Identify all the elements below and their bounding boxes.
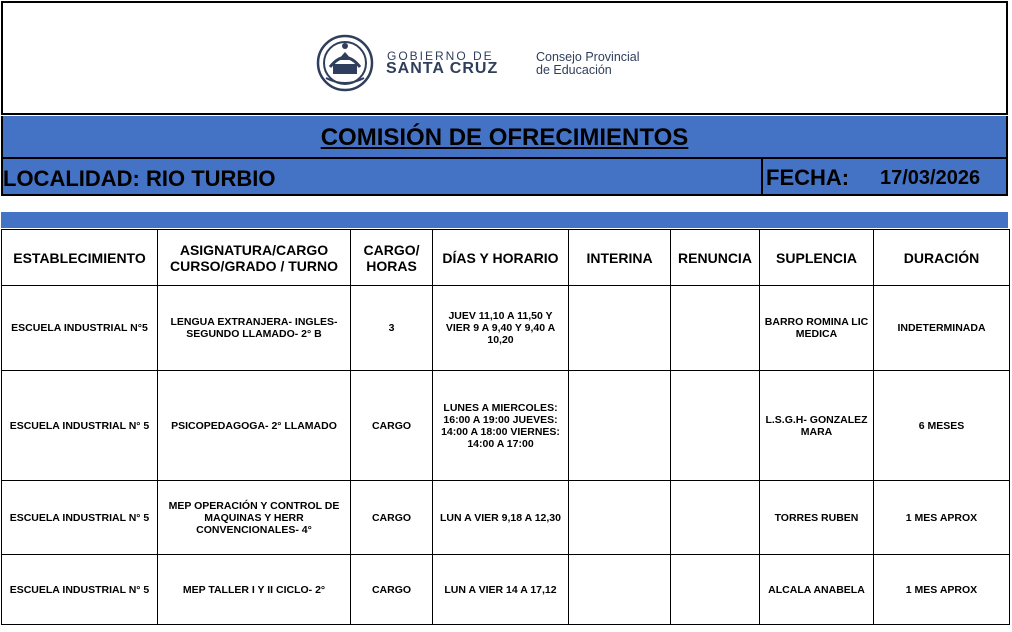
cell-renuncia [671, 371, 760, 481]
cell-dias-horario: LUNES A MIERCOLES: 16:00 A 19:00 JUEVES: 14:00 A 18:00 VIERNES: 14:00 A 17:00 [433, 371, 569, 481]
fecha-box [761, 157, 1012, 196]
consejo-provincial-text [536, 51, 640, 77]
col-header-interina: INTERINA [569, 230, 671, 286]
cell-duracion: INDETERMINADA [874, 286, 1010, 371]
cell-establecimiento: ESCUELA INDUSTRIAL N°5 [2, 286, 158, 371]
cell-cargo-horas: CARGO [351, 371, 433, 481]
consejo-line2: de Educación [536, 63, 612, 77]
cell-interina [569, 286, 671, 371]
cell-suplencia: ALCALA ANABELA [760, 555, 874, 625]
cell-duracion: 1 MES APROX [874, 555, 1010, 625]
cell-renuncia [671, 555, 760, 625]
gobierno-de-text: GOBIERNO DE [387, 49, 494, 63]
col-header-suplencia: SUPLENCIA [760, 230, 874, 286]
page-title: COMISIÓN DE OFRECIMIENTOS [320, 124, 689, 151]
title-bar [1, 116, 1008, 157]
cell-interina [569, 371, 671, 481]
cell-interina [569, 481, 671, 555]
cell-establecimiento: ESCUELA INDUSTRIAL N° 5 [2, 481, 158, 555]
col-header-establecimiento: ESTABLECIMIENTO [2, 230, 158, 286]
cell-cargo-horas: CARGO [351, 555, 433, 625]
consejo-line1: Consejo Provincial [536, 50, 640, 64]
cell-interina [569, 555, 671, 625]
localidad-label: LOCALIDAD: RIO TURBIO [3, 166, 276, 191]
table-row [2, 371, 1010, 481]
ofrecimientos-table [1, 229, 1010, 625]
fecha-value: 17/03/2026 [880, 167, 981, 189]
cell-duracion: 1 MES APROX [874, 481, 1010, 555]
col-header-asignatura: ASIGNATURA/CARGO CURSO/GRADO / TURNO [158, 230, 351, 286]
cell-dias-horario: JUEV 11,10 A 11,50 Y VIER 9 A 9,40 Y 9,40 A 10,20 [433, 286, 569, 371]
col-header-cargo-horas: CARGO/ HORAS [351, 230, 433, 286]
cell-establecimiento: ESCUELA INDUSTRIAL N° 5 [2, 555, 158, 625]
santa-cruz-seal-icon [316, 34, 376, 94]
blue-divider-strip [1, 212, 1008, 228]
cell-establecimiento: ESCUELA INDUSTRIAL N° 5 [2, 371, 158, 481]
cell-renuncia [671, 481, 760, 555]
fecha-label: FECHA: [766, 165, 850, 190]
cell-duracion: 6 MESES [874, 371, 1010, 481]
table-row [2, 481, 1010, 555]
cell-suplencia: L.S.G.H- GONZALEZ MARA [760, 371, 874, 481]
cell-asignatura: MEP TALLER I Y II CICLO- 2° [158, 555, 351, 625]
header-box [1, 1, 1008, 115]
cell-cargo-horas: CARGO [351, 481, 433, 555]
cell-dias-horario: LUN A VIER 14 A 17,12 [433, 555, 569, 625]
col-header-duracion: DURACIÓN [874, 230, 1010, 286]
cell-asignatura: PSICOPEDAGOGA- 2° LLAMADO [158, 371, 351, 481]
col-header-renuncia: RENUNCIA [671, 230, 760, 286]
cell-dias-horario: LUN A VIER 9,18 A 12,30 [433, 481, 569, 555]
cell-suplencia: BARRO ROMINA LIC MEDICA [760, 286, 874, 371]
table-row [2, 555, 1010, 625]
cell-asignatura: MEP OPERACIÓN Y CONTROL DE MAQUINAS Y HERR CONVENCIONALES- 4° [158, 481, 351, 555]
localidad-bar [1, 157, 1008, 196]
cell-suplencia: TORRES RUBEN [760, 481, 874, 555]
cell-asignatura: LENGUA EXTRANJERA- INGLES-SEGUNDO LLAMADO- 2° B [158, 286, 351, 371]
cell-cargo-horas: 3 [351, 286, 433, 371]
table-row [2, 286, 1010, 371]
santa-cruz-text: SANTA CRUZ [386, 60, 499, 77]
table-header-row [2, 230, 1010, 286]
cell-renuncia [671, 286, 760, 371]
col-header-dias-horario: DÍAS Y HORARIO [433, 230, 569, 286]
